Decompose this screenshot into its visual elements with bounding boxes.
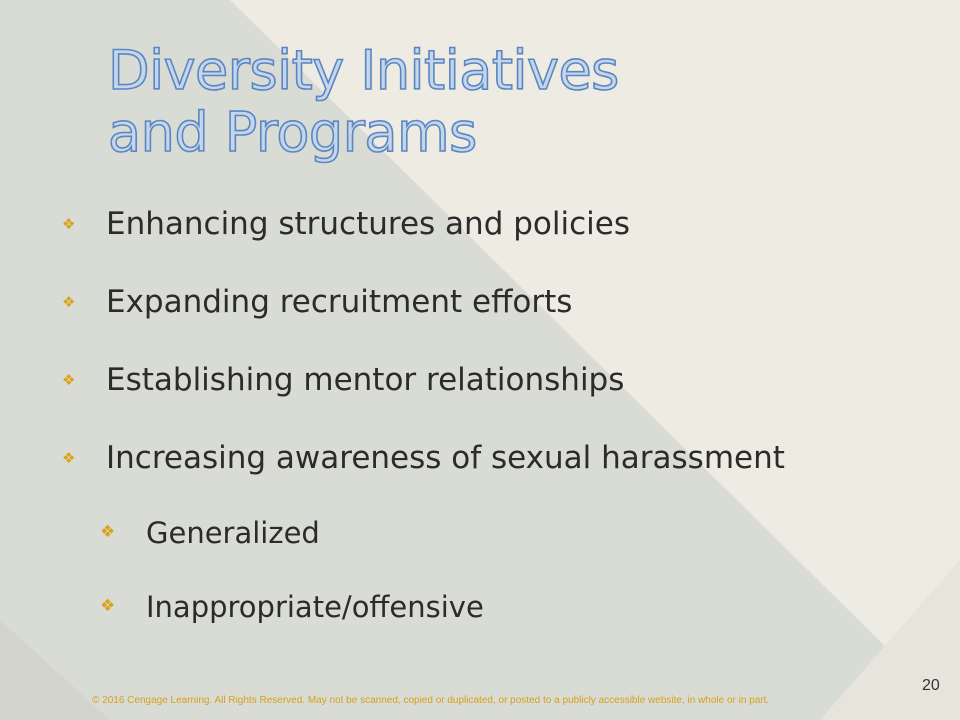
list-item <box>62 284 572 320</box>
four-diamond-bullet-icon: ❖ <box>62 371 76 389</box>
bullet-text: Establishing mentor relationships <box>106 362 625 398</box>
sub-list-item <box>100 516 320 550</box>
four-diamond-bullet-icon: ❖ <box>62 293 76 311</box>
sub-bullet-text: Inappropriate/offensive <box>146 590 484 624</box>
sub-bullet-text: Generalized <box>146 516 320 550</box>
four-diamond-bullet-icon: ❖ <box>100 522 116 542</box>
four-diamond-bullet-icon: ❖ <box>100 596 116 616</box>
list-item <box>62 362 624 398</box>
four-diamond-bullet-icon: ❖ <box>62 215 76 233</box>
list-item <box>62 440 785 476</box>
bullet-text: Increasing awareness of sexual harassment <box>106 440 785 476</box>
title-line-1: Diversity Initiatives <box>108 39 619 102</box>
four-diamond-bullet-icon: ❖ <box>62 449 76 467</box>
sub-list-item <box>100 590 484 624</box>
title-line-2: and Programs <box>108 101 477 164</box>
list-item <box>62 206 630 242</box>
page-title <box>108 40 619 164</box>
page-number: 20 <box>922 677 940 694</box>
copyright-footer: © 2016 Cengage Learning. All Rights Reserved. May not be scanned, copied or duplicated, or posted to a publicly accessible website, in whole or in part. <box>92 695 770 706</box>
bullet-text: Expanding recruitment efforts <box>106 284 573 320</box>
bullet-text: Enhancing structures and policies <box>106 206 630 242</box>
